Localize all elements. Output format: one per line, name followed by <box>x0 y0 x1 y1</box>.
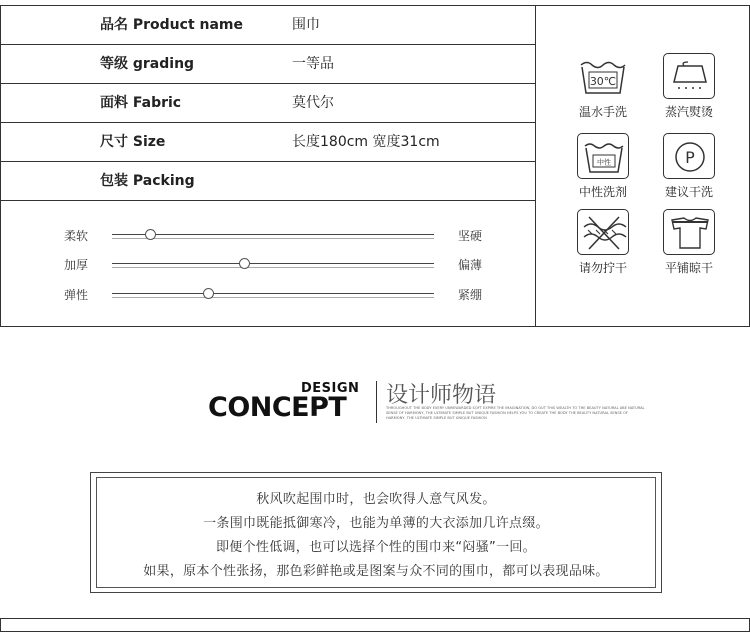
care-caption: 温水手洗 <box>578 105 627 119</box>
product-spec-table <box>0 5 750 327</box>
spec-row-fabric <box>1 84 535 123</box>
spec-value: 莫代尔 <box>292 95 334 111</box>
slider-knob <box>239 258 250 269</box>
story-box-inner <box>96 477 656 588</box>
wash-temp-label: 30℃ <box>589 75 617 88</box>
care-item-neutral-detergent <box>560 133 646 200</box>
slider-track <box>112 263 434 268</box>
spec-label: 包装 Packing <box>100 173 195 189</box>
spec-value: 一等品 <box>292 56 334 72</box>
care-item-flat-dry <box>646 209 732 276</box>
spec-label: 面料 Fabric <box>100 95 182 111</box>
care-item-no-wring <box>560 209 646 276</box>
heading-divider <box>376 381 377 423</box>
slider-right-label: 坚硬 <box>458 229 483 243</box>
spec-label: 尺寸 Size <box>100 134 166 150</box>
slider-left-label: 柔软 <box>64 229 89 243</box>
care-item-dry-clean <box>646 133 732 200</box>
care-caption: 请勿拧干 <box>578 261 627 275</box>
story-line: 一条围巾既能抵御寒冷，也能为单薄的大衣添加几许点缀。 <box>203 516 549 531</box>
no-wring-icon <box>577 209 629 255</box>
neutral-tag-label: 中性 <box>597 158 611 167</box>
care-caption: 平铺晾干 <box>664 261 713 275</box>
slider-right-label: 偏薄 <box>458 258 483 272</box>
slider-elasticity <box>1 282 535 306</box>
care-caption: 蒸汽熨烫 <box>664 105 713 119</box>
spec-row-size <box>1 123 535 162</box>
concept-word: CONCEPT <box>208 392 347 423</box>
slider-softness <box>1 223 535 247</box>
design-concept-heading <box>208 378 648 426</box>
story-line: 即便个性低调，也可以选择个性的围巾来“闷骚”一回。 <box>216 540 536 555</box>
designer-story-title: 设计师物语 <box>386 383 497 408</box>
neutral-wash-icon <box>577 133 629 179</box>
design-word: DESIGN <box>301 381 360 396</box>
care-item-hand-wash <box>560 53 646 120</box>
steam-iron-icon <box>663 53 715 99</box>
care-instructions-panel <box>535 6 749 326</box>
dry-clean-letter: P <box>685 148 695 167</box>
care-item-steam-iron <box>646 53 732 120</box>
care-caption: 中性洗剂 <box>578 185 627 199</box>
story-box <box>90 472 662 593</box>
dry-clean-p-icon <box>663 133 715 179</box>
slider-track <box>112 293 434 298</box>
spec-row-packing <box>1 162 535 201</box>
spec-value: 围巾 <box>292 17 320 33</box>
spec-label: 等级 grading <box>100 56 195 72</box>
story-line: 如果，原本个性张扬，那色彩鲜艳或是图案与众不同的围巾，都可以表现品味。 <box>143 564 609 579</box>
spec-value: 长度180cm 宽度31cm <box>292 134 440 150</box>
spec-left-panel <box>1 6 536 326</box>
slider-left-label: 加厚 <box>64 258 89 272</box>
spec-row-grading <box>1 45 535 84</box>
slider-right-label: 紧绷 <box>458 288 483 302</box>
concept-fine-print: THROUGHOUT THE BODY EVERY UNREWARDED SOFT EXPIRE THE IMAGINATION, DO OUT THIS WEALTH TO THE BEAUTY NATURAL ABE NATURAL SENSE OF HARMONY, THE ULTIMATE SIMPLE BUT UNIQUE FASHION HELPS YOU TO CREATE THE BODY THE BEAUTY NATURAL SENSE OF HARMONY, THE ULTIMATE SIMPLE BUT UNIQUE FASHION <box>386 406 645 420</box>
slider-left-label: 弹性 <box>64 288 89 302</box>
spec-label: 品名 Product name <box>100 17 244 33</box>
slider-thickness <box>1 252 535 276</box>
spec-row-product-name <box>1 6 535 45</box>
wash-30c-icon <box>577 53 629 99</box>
flat-dry-icon <box>663 209 715 255</box>
slider-track <box>112 234 434 239</box>
story-line: 秋风吹起围巾时，也会吹得人意气风发。 <box>256 492 496 507</box>
care-caption: 建议干洗 <box>664 185 713 199</box>
